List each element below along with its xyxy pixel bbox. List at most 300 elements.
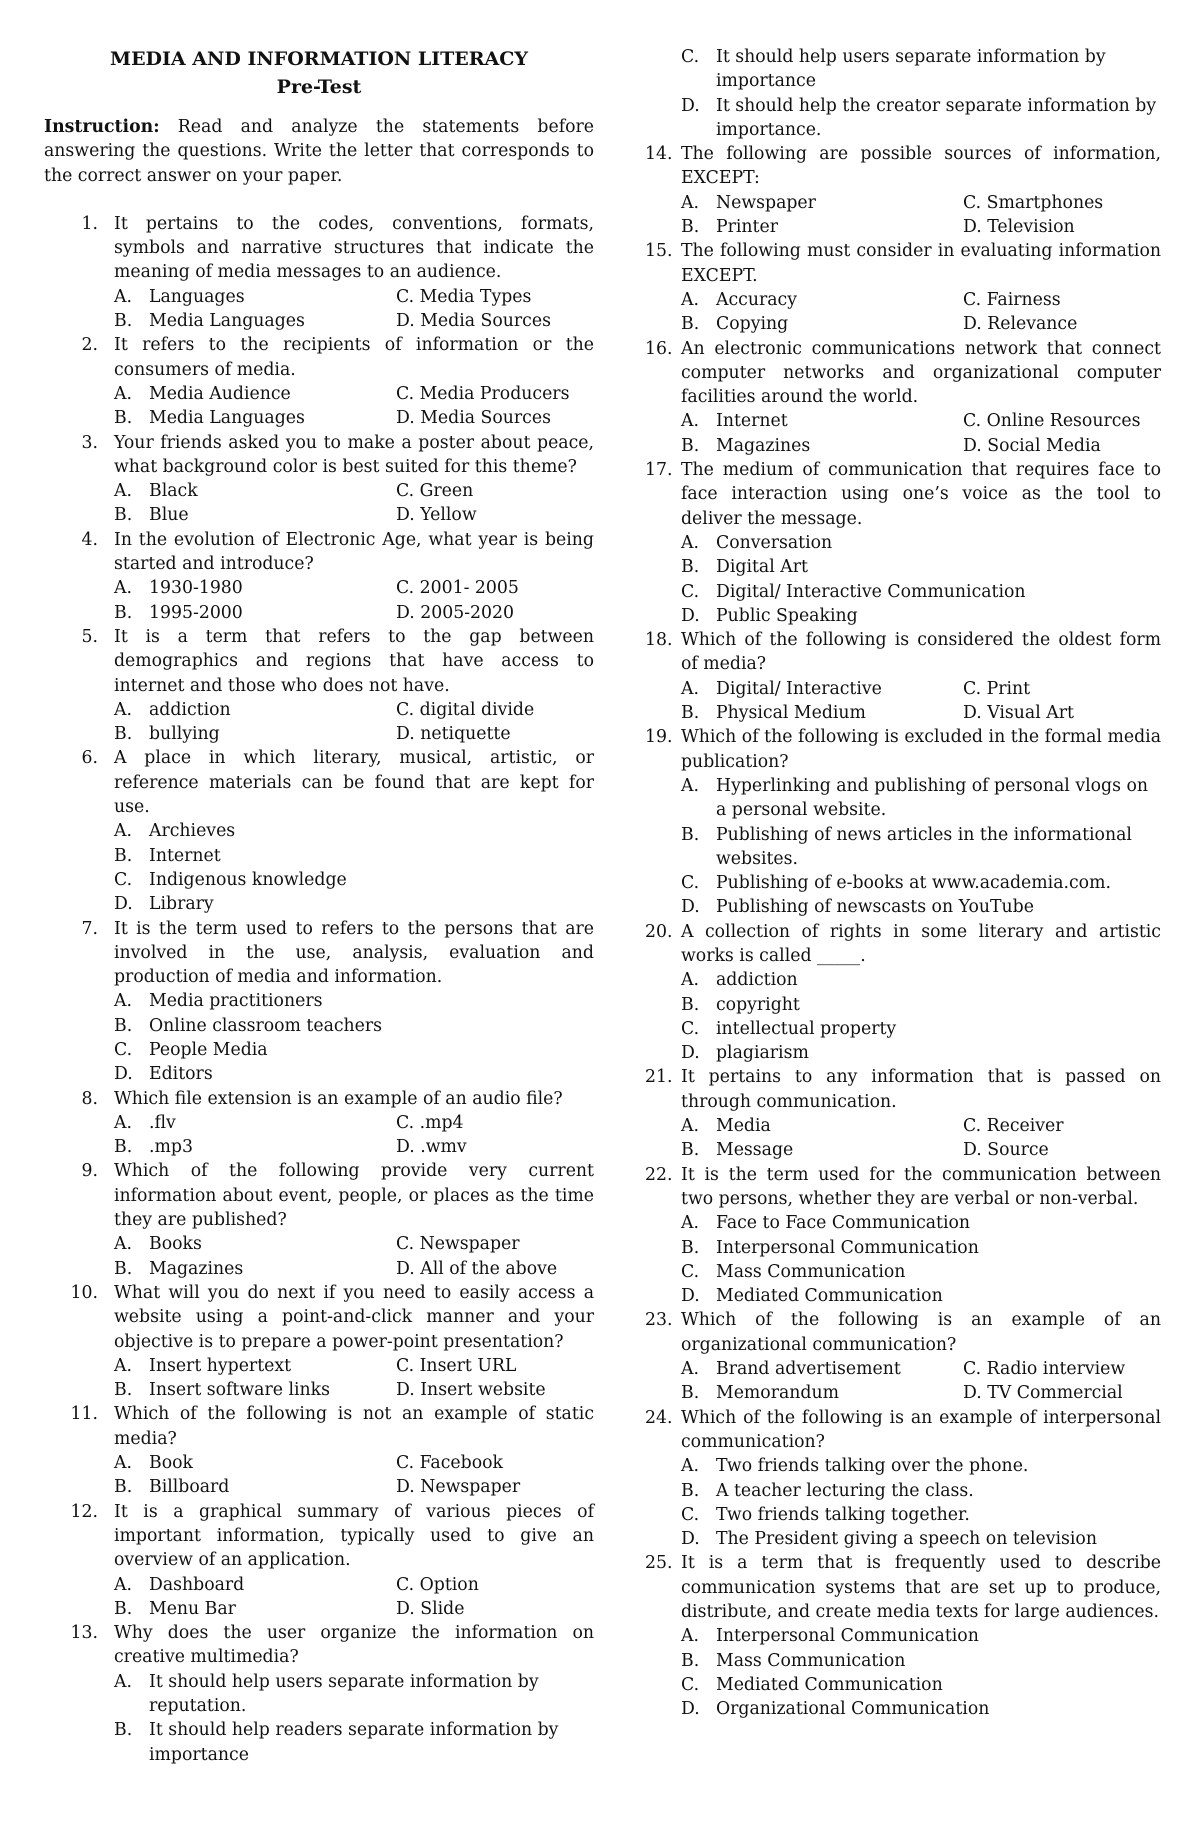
answer-option [681, 871, 1161, 895]
option-text: 1995-2000 [149, 602, 243, 623]
answer-option [114, 1378, 396, 1402]
option-text: Organizational Communication [716, 1699, 990, 1720]
answer-option [681, 312, 963, 336]
answer-option [114, 698, 396, 722]
option-text: Receiver [986, 1116, 1064, 1137]
page-subtitle: Pre-Test [276, 76, 362, 98]
option-text: Blue [149, 505, 189, 526]
question-number: 2. [81, 335, 98, 356]
answer-option [114, 1718, 594, 1767]
left-column [44, 45, 594, 1767]
answer-option [681, 434, 963, 458]
option-text: addiction [149, 699, 231, 720]
option-text: Message [716, 1140, 794, 1161]
option-letter: C. [681, 1504, 700, 1525]
answer-option [114, 722, 396, 746]
question-list-left [44, 212, 594, 1767]
option-letter: D. [396, 602, 415, 623]
answer-option [681, 1284, 1161, 1308]
question-item [645, 1551, 1161, 1721]
question-item [645, 1065, 1161, 1162]
question-item [645, 239, 1161, 336]
option-letter: A. [114, 383, 132, 404]
answer-option [681, 993, 1161, 1017]
option-letter: D. [681, 1529, 700, 1550]
answer-options [681, 1114, 1161, 1163]
question-text: Which file extension is an example of an audio file? [114, 1088, 563, 1109]
option-letter: A. [681, 1116, 699, 1137]
question-item [44, 746, 594, 916]
answer-option [681, 701, 963, 725]
answer-options [114, 819, 594, 916]
option-text: Source [987, 1140, 1049, 1161]
question-item [44, 1281, 594, 1402]
question-text: The following are possible sources of information, EXCEPT: [681, 144, 1161, 189]
option-text: Hyperlinking and publishing of personal vlogs on a personal website. [716, 775, 1148, 821]
option-text: Memorandum [716, 1383, 839, 1404]
answer-options [681, 677, 1161, 726]
answer-option [681, 968, 1161, 992]
option-text: Option [419, 1574, 479, 1595]
option-letter: D. [963, 703, 982, 724]
option-text: The President giving a speech on television [716, 1529, 1097, 1550]
option-text: Two friends talking over the phone. [716, 1456, 1029, 1477]
option-text: Public Speaking [716, 605, 858, 626]
question-item [645, 920, 1161, 1066]
answer-option [114, 844, 594, 868]
option-letter: D. [396, 505, 415, 526]
option-letter: D. [681, 1699, 700, 1720]
option-letter: B. [681, 1383, 700, 1404]
option-text: It should help users separate information by reputation. [149, 1671, 539, 1716]
option-text: Editors [149, 1064, 213, 1085]
question-number: 7. [81, 918, 98, 939]
option-text: Visual Art [987, 703, 1074, 724]
question-text: It pertains to any information that is passed on through communication. [681, 1067, 1161, 1112]
answer-options [114, 989, 594, 1086]
option-text: Copying [716, 314, 789, 335]
answer-options [114, 1354, 594, 1403]
option-text: Mass Communication [716, 1261, 906, 1282]
answer-options [681, 288, 1161, 337]
option-letter: B. [114, 1380, 133, 1401]
option-letter: C. [396, 1234, 415, 1255]
answer-option [396, 698, 594, 722]
question-item [44, 1500, 594, 1621]
option-text: intellectual property [716, 1018, 897, 1039]
question-number: 8. [81, 1088, 98, 1109]
option-letter: B. [114, 1598, 133, 1619]
option-letter: D. [963, 217, 982, 238]
answer-option [681, 409, 963, 433]
option-letter: C. [396, 578, 415, 599]
option-text: Smartphones [986, 192, 1104, 213]
answer-option [681, 1697, 1161, 1721]
answer-option [114, 1597, 396, 1621]
option-letter: A. [114, 1671, 132, 1692]
answer-option [114, 406, 396, 430]
option-letter: A. [681, 1359, 699, 1380]
option-letter: D. [681, 1286, 700, 1307]
question-text: Which of the following provide very current information about event, people, or places as the time they are published? [114, 1161, 594, 1231]
answer-option [114, 1135, 396, 1159]
option-text: Books [149, 1234, 202, 1255]
option-text: 2001- 2005 [419, 578, 519, 599]
answer-option [114, 1670, 594, 1719]
option-letter: D. [396, 1598, 415, 1619]
right-column [645, 45, 1161, 1721]
question-item [44, 1402, 594, 1499]
option-letter: C. [396, 481, 415, 502]
answer-option [681, 823, 1161, 872]
answer-option [114, 576, 396, 600]
option-text: Social Media [987, 435, 1101, 456]
option-letter: D. [963, 314, 982, 335]
answer-option [396, 406, 594, 430]
option-letter: D. [396, 1477, 415, 1498]
option-text: Archieves [149, 821, 236, 842]
option-text: Publishing of news articles in the informational websites. [716, 824, 1132, 869]
option-text: Physical Medium [716, 703, 866, 724]
question-text: Which of the following is an example of an organizational communication? [681, 1310, 1161, 1355]
question-number: 6. [81, 748, 98, 769]
question-item [645, 458, 1161, 628]
question-text: Which of the following is not an example of static media? [114, 1404, 594, 1449]
option-text: Insert website [420, 1380, 546, 1401]
question-number: 20. [645, 921, 673, 942]
option-text: Online classroom teachers [149, 1015, 383, 1036]
question-item [44, 625, 594, 746]
option-letter: A. [681, 1456, 699, 1477]
answer-option [681, 1041, 1161, 1065]
option-letter: B. [681, 1237, 700, 1258]
answer-option [114, 1232, 396, 1256]
answer-option [681, 604, 1161, 628]
option-text: Mediated Communication [716, 1286, 943, 1307]
answer-option [114, 1475, 396, 1499]
option-text: Media Languages [149, 408, 305, 429]
answer-option [681, 1357, 963, 1381]
option-letter: C. [396, 383, 415, 404]
option-text: Accuracy [716, 289, 797, 310]
option-text: All of the above [420, 1258, 558, 1279]
option-text: It should help readers separate information by importance [149, 1720, 559, 1765]
option-letter: B. [114, 408, 133, 429]
question-number: 1. [81, 213, 98, 234]
option-text: Media Audience [149, 383, 291, 404]
option-letter: D. [396, 408, 415, 429]
answer-option [114, 1573, 396, 1597]
option-text: Face to Face Communication [716, 1213, 971, 1234]
question-text: It refers to the recipients of information or the consumers of media. [114, 335, 594, 380]
option-letter: B. [114, 1015, 133, 1036]
option-letter: B. [114, 845, 133, 866]
answer-options [114, 285, 594, 334]
option-letter: C. [963, 678, 982, 699]
answer-option [681, 1673, 1161, 1697]
answer-option [114, 382, 396, 406]
answer-option [681, 531, 1161, 555]
answer-option [681, 580, 1161, 604]
answer-option [681, 1017, 1161, 1041]
question-item [645, 1163, 1161, 1309]
option-letter: B. [114, 311, 133, 332]
answer-option [963, 1381, 1161, 1405]
question-text: It is a graphical summary of various pieces of important information, typically used to give an overview of an application. [114, 1501, 594, 1571]
answer-option [963, 215, 1161, 239]
option-letter: B. [681, 1480, 700, 1501]
answer-options [114, 1573, 594, 1622]
question-number: 4. [81, 529, 98, 550]
option-letter: D. [396, 1137, 415, 1158]
answer-option [681, 1503, 1161, 1527]
answer-options [681, 191, 1161, 240]
answer-option [114, 601, 396, 625]
answer-option [114, 285, 396, 309]
question-text: A place in which literary, musical, artistic, or reference materials can be found that are kept for use. [114, 748, 594, 818]
option-letter: C. [963, 411, 982, 432]
option-text: Slide [420, 1598, 465, 1619]
option-text: Book [149, 1453, 193, 1474]
option-text: Conversation [716, 532, 833, 553]
option-text: Indigenous knowledge [149, 869, 347, 890]
option-letter: C. [396, 1453, 415, 1474]
option-letter: D. [963, 435, 982, 456]
option-text: Newspaper [716, 192, 816, 213]
answer-option [681, 677, 963, 701]
option-letter: A. [681, 970, 699, 991]
option-letter: C. [396, 1574, 415, 1595]
option-text: netiquette [420, 724, 511, 745]
instruction-label: Instruction: [44, 117, 160, 137]
question-number: 22. [645, 1164, 673, 1185]
question-item [44, 1087, 594, 1160]
option-text: Radio interview [986, 1359, 1126, 1380]
answer-option [114, 868, 594, 892]
option-letter: A. [114, 821, 132, 842]
question-text: Why does the user organize the information on creative multimedia? [114, 1623, 594, 1668]
question-number: 12. [70, 1501, 98, 1522]
answer-option [114, 1111, 396, 1135]
option-text: Media Sources [420, 408, 551, 429]
option-letter: D. [396, 311, 415, 332]
option-text: Two friends talking together. [716, 1504, 970, 1525]
option-text: Television [987, 217, 1075, 238]
page-title: MEDIA AND INFORMATION LITERACY [110, 48, 528, 70]
option-text: Brand advertisement [716, 1359, 901, 1380]
option-text: People Media [149, 1039, 268, 1060]
answer-option [681, 895, 1161, 919]
answer-option [396, 1354, 594, 1378]
option-text: A teacher lecturing the class. [716, 1480, 974, 1501]
answer-option [114, 479, 396, 503]
question-item [645, 337, 1161, 458]
question-item [44, 1621, 594, 1767]
option-text: bullying [149, 724, 220, 745]
answer-option [963, 312, 1161, 336]
question-item [645, 1406, 1161, 1552]
answer-options [114, 576, 594, 625]
option-text: Black [149, 481, 198, 502]
question-text: A collection of rights in some literary and artistic works is called _____. [681, 921, 1161, 966]
option-letter: D. [114, 1064, 133, 1085]
answer-option [963, 677, 1161, 701]
question-number: 13. [70, 1623, 98, 1644]
option-text: Library [149, 894, 214, 915]
option-text: Online Resources [986, 411, 1141, 432]
option-letter: D. [396, 1380, 415, 1401]
option-text: copyright [716, 994, 800, 1015]
option-letter: D. [681, 897, 700, 918]
answer-option [114, 1257, 396, 1281]
question-text: Which of the following is considered the oldest form of media? [681, 630, 1161, 675]
question-number: 9. [81, 1161, 98, 1182]
question-text: It pertains to the codes, conventions, formats, symbols and narrative structures that indicate the meaning of media messages to an audience. [114, 213, 594, 283]
answer-options [114, 479, 594, 528]
question-item [44, 212, 594, 333]
answer-option [681, 1114, 963, 1138]
answer-options [114, 1232, 594, 1281]
option-text: Magazines [716, 435, 811, 456]
answer-option [114, 1451, 396, 1475]
answer-option [681, 1260, 1161, 1284]
option-text: Interpersonal Communication [716, 1626, 979, 1647]
answer-option [963, 434, 1161, 458]
answer-options [681, 1357, 1161, 1406]
option-text: addiction [716, 970, 798, 991]
option-text: Relevance [987, 314, 1078, 335]
answer-option [396, 1257, 594, 1281]
option-text: digital divide [419, 699, 535, 720]
option-letter: C. [396, 286, 415, 307]
instruction-block [44, 115, 594, 188]
question-text: Which of the following is an example of interpersonal communication? [681, 1407, 1161, 1452]
option-text: Mass Communication [716, 1650, 906, 1671]
answer-option [396, 309, 594, 333]
answer-option [396, 722, 594, 746]
answer-option [681, 1624, 1161, 1648]
answer-option [681, 1138, 963, 1162]
option-letter: A. [681, 289, 699, 310]
option-letter: B. [114, 1720, 133, 1741]
question-text: The medium of communication that requires face to face interaction using one’s voice as the tool to deliver the message. [681, 460, 1161, 529]
option-letter: A. [114, 286, 132, 307]
option-letter: C. [396, 1355, 415, 1376]
answer-option [396, 1451, 594, 1475]
option-text: Interpersonal Communication [716, 1237, 979, 1258]
option-text: Insert software links [149, 1380, 330, 1401]
option-letter: C. [114, 869, 133, 890]
answer-options [681, 45, 1161, 142]
question-item [44, 431, 594, 528]
answer-option [681, 191, 963, 215]
answer-option [681, 215, 963, 239]
answer-options [114, 698, 594, 747]
question-text: It is the term used to refers to the persons that are involved in the use, analysis, evaluation and production of media and information. [114, 918, 594, 988]
question-number: 24. [645, 1407, 673, 1428]
option-text: Publishing of e-books at www.academia.com. [716, 873, 1111, 894]
option-text: Billboard [149, 1477, 230, 1498]
answer-option [681, 288, 963, 312]
answer-options [114, 1451, 594, 1500]
answer-option [681, 1479, 1161, 1503]
answer-option [114, 819, 594, 843]
option-letter: B. [114, 1258, 133, 1279]
option-letter: A. [114, 1453, 132, 1474]
option-letter: A. [681, 775, 699, 796]
answer-option [681, 1454, 1161, 1478]
answer-option [681, 94, 1161, 143]
option-text: Printer [716, 217, 778, 238]
option-letter: C. [963, 289, 982, 310]
answer-option [114, 1062, 594, 1086]
question-number: 15. [645, 241, 673, 262]
option-letter: B. [681, 217, 700, 238]
question-text: Which of the following is excluded in the formal media publication? [681, 727, 1161, 772]
option-text: Insert hypertext [149, 1355, 292, 1376]
option-letter: B. [114, 724, 133, 745]
option-letter: C. [114, 1039, 133, 1060]
option-letter: B. [681, 314, 700, 335]
option-letter: B. [114, 602, 133, 623]
option-letter: C. [681, 1018, 700, 1039]
answer-option [681, 1381, 963, 1405]
option-text: Publishing of newscasts on YouTube [716, 897, 1034, 918]
option-letter: C. [396, 699, 415, 720]
answer-options [114, 382, 594, 431]
question-item [44, 1159, 594, 1280]
option-letter: B. [681, 1650, 700, 1671]
question-number: 11. [70, 1404, 98, 1425]
option-letter: B. [114, 1477, 133, 1498]
option-text: Media Types [419, 286, 532, 307]
option-letter: D. [681, 1043, 700, 1064]
option-letter: D. [396, 1258, 415, 1279]
option-text: Green [419, 481, 474, 502]
option-letter: A. [681, 532, 699, 553]
option-text: Internet [716, 411, 788, 432]
answer-option [396, 285, 594, 309]
answer-option [396, 1232, 594, 1256]
answer-option [963, 1138, 1161, 1162]
answer-option [396, 1573, 594, 1597]
question-item [44, 917, 594, 1087]
answer-options [114, 1670, 594, 1767]
option-letter: B. [681, 1140, 700, 1161]
option-letter: A. [114, 1574, 132, 1595]
answer-option [396, 1597, 594, 1621]
question-number: 10. [70, 1282, 98, 1303]
answer-option [114, 1354, 396, 1378]
option-text: Newspaper [419, 1234, 520, 1255]
answer-option [681, 1649, 1161, 1673]
option-letter: D. [681, 95, 700, 116]
answer-option [963, 288, 1161, 312]
option-letter: B. [114, 505, 133, 526]
option-text: Internet [149, 845, 221, 866]
question-number: 14. [645, 144, 673, 165]
option-text: Facebook [419, 1453, 503, 1474]
question-number: 18. [645, 630, 673, 651]
answer-options [681, 1624, 1161, 1721]
option-text: Media Sources [420, 311, 551, 332]
question-text: It is a term that is frequently used to describe communication systems that are set up to produce, distribute, and create media texts for large audiences. [681, 1553, 1161, 1622]
option-letter: A. [681, 411, 699, 432]
question-number: 3. [81, 432, 98, 453]
question-number: 5. [81, 626, 98, 647]
answer-option [114, 989, 594, 1013]
answer-option [396, 1378, 594, 1402]
